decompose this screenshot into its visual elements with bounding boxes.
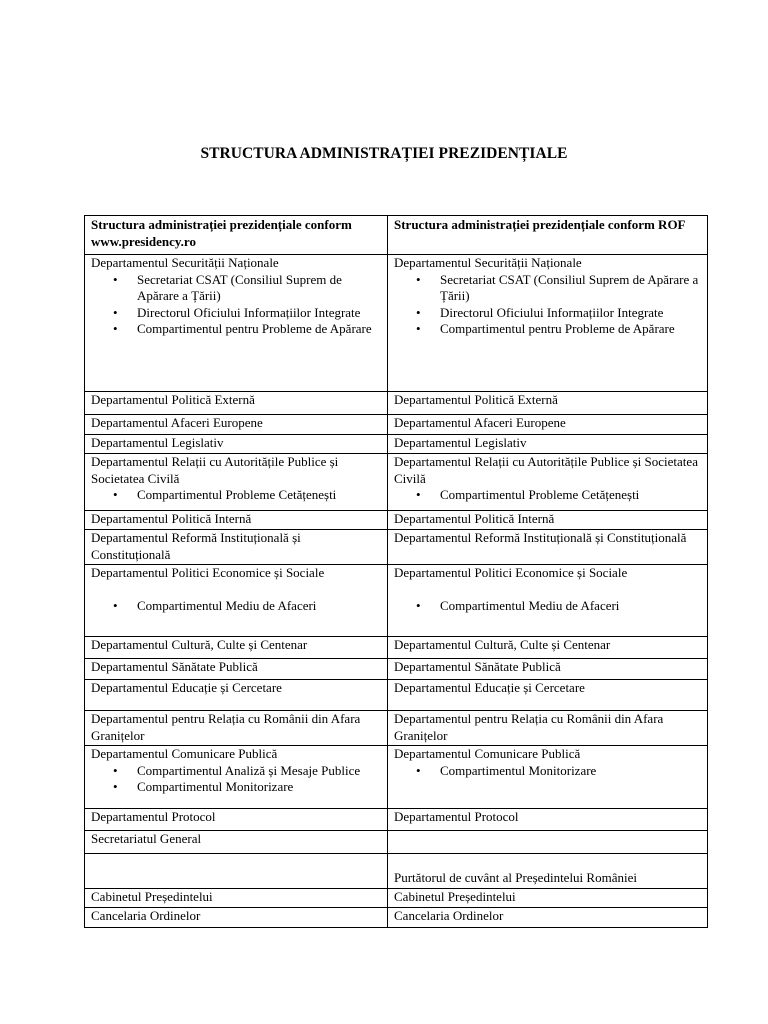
department-name: Departamentul Legislativ [91, 435, 224, 450]
department-name: Departamentul Relații cu Autoritățile Publice și Societatea Civilă [91, 454, 339, 486]
department-name: Departamentul Securității Naționale [91, 255, 279, 270]
cell-presidency [85, 711, 388, 746]
table-body [85, 255, 708, 928]
cell-rof [388, 809, 708, 831]
department-name: Departamentul Reformă Instituțională și Constituțională [91, 530, 301, 562]
table-row [85, 415, 708, 435]
cell-presidency [85, 511, 388, 530]
table-row [85, 392, 708, 415]
department-name: Departamentul Politică Externă [394, 392, 558, 407]
table-row [85, 854, 708, 889]
cell-rof [388, 711, 708, 746]
table-row [85, 659, 708, 680]
department-name: Departamentul Protocol [394, 809, 519, 824]
department-name: Departamentul Afaceri Europene [91, 415, 263, 430]
page-title: STRUCTURA ADMINISTRAȚIEI PREZIDENȚIALE [200, 145, 568, 162]
department-name: Departamentul Educație și Cercetare [91, 680, 282, 695]
department-name: Departamentul pentru Relația cu Românii din Afara Granițelor [91, 711, 361, 743]
cell-rof [388, 415, 708, 435]
cell-presidency [85, 831, 388, 854]
table-row [85, 711, 708, 746]
department-name: Departamentul Comunicare Publică [91, 746, 278, 761]
department-name: Cabinetul Președintelui [91, 889, 213, 904]
cell-rof [388, 435, 708, 454]
table-row [85, 889, 708, 908]
compartment-list [394, 763, 701, 780]
cell-rof [388, 746, 708, 809]
table-row [85, 831, 708, 854]
department-name: Departamentul Politică Internă [91, 511, 252, 526]
table-row [85, 511, 708, 530]
cell-presidency [85, 854, 388, 889]
department-name: Departamentul Reformă Instituțională și Constituțională [394, 530, 687, 545]
cell-rof [388, 530, 708, 565]
department-name: Departamentul Politică Externă [91, 392, 255, 407]
table-row [85, 454, 708, 511]
department-name: Departamentul Afaceri Europene [394, 415, 566, 430]
list-item: • Compartimentul Mediu de Afaceri [137, 598, 381, 615]
cell-presidency [85, 530, 388, 565]
list-item: • Compartimentul Monitorizare [137, 779, 381, 796]
department-name: Departamentul Politici Economice și Sociale [394, 565, 628, 580]
header-cell-presidency: Structura administrației prezidențiale conform www.presidency.ro [85, 216, 388, 255]
cell-presidency [85, 637, 388, 659]
cell-presidency [85, 454, 388, 511]
cell-presidency [85, 255, 388, 392]
cell-rof [388, 454, 708, 511]
department-name: Departamentul Cultură, Culte și Centenar [91, 637, 308, 652]
compartment-list [91, 763, 381, 796]
department-name: Departamentul Sănătate Publică [91, 659, 258, 674]
structure-table [84, 215, 708, 928]
cell-presidency [85, 435, 388, 454]
list-item: • Compartimentul pentru Probleme de Apărare [137, 321, 381, 338]
cell-presidency [85, 809, 388, 831]
compartment-list [91, 598, 381, 615]
department-name: Departamentul Legislativ [394, 435, 527, 450]
compartment-list [394, 272, 701, 338]
list-item: • Directorul Oficiului Informațiilor Integrate [440, 305, 701, 322]
cell-presidency [85, 908, 388, 928]
table-row [85, 908, 708, 928]
department-name: Purtătorul de cuvânt al Președintelui României [394, 870, 637, 885]
list-item: • Compartimentul Probleme Cetățenești [440, 487, 701, 504]
list-item: • Secretariat CSAT (Consiliul Suprem de Apărare a Țării) [440, 272, 701, 305]
table-row [85, 565, 708, 637]
table-row [85, 809, 708, 831]
header-cell-rof: Structura administrației prezidențiale conform ROF [388, 216, 708, 255]
cell-presidency [85, 565, 388, 637]
cell-rof [388, 908, 708, 928]
cell-rof [388, 680, 708, 711]
table-row [85, 746, 708, 809]
table-header-row [85, 216, 708, 255]
cell-rof [388, 659, 708, 680]
department-name: Departamentul Politici Economice și Sociale [91, 565, 325, 580]
list-item: • Compartimentul Monitorizare [440, 763, 701, 780]
compartment-list [394, 487, 701, 504]
department-name: Departamentul Comunicare Publică [394, 746, 581, 761]
department-name: Departamentul Politică Internă [394, 511, 555, 526]
cell-rof [388, 637, 708, 659]
department-name: Cancelaria Ordinelor [394, 908, 504, 923]
cell-rof [388, 854, 708, 889]
table-row [85, 680, 708, 711]
list-item: • Compartimentul Mediu de Afaceri [440, 598, 701, 615]
department-name: Departamentul pentru Relația cu Românii din Afara Granițelor [394, 711, 664, 743]
cell-rof [388, 889, 708, 908]
department-name: Departamentul Securității Naționale [394, 255, 582, 270]
cell-presidency [85, 680, 388, 711]
compartment-list [91, 487, 381, 504]
cell-rof [388, 511, 708, 530]
cell-presidency [85, 746, 388, 809]
table-row [85, 530, 708, 565]
cell-rof [388, 831, 708, 854]
table-row [85, 435, 708, 454]
department-name: Cancelaria Ordinelor [91, 908, 201, 923]
cell-rof [388, 392, 708, 415]
cell-presidency [85, 392, 388, 415]
department-name: Departamentul Educație și Cercetare [394, 680, 585, 695]
cell-presidency [85, 889, 388, 908]
list-item: • Compartimentul Probleme Cetățenești [137, 487, 381, 504]
list-item: • Compartimentul pentru Probleme de Apărare [440, 321, 701, 338]
department-name: Departamentul Protocol [91, 809, 216, 824]
cell-presidency [85, 415, 388, 435]
compartment-list [394, 598, 701, 615]
list-item: • Secretariat CSAT (Consiliul Suprem de Apărare a Țării) [137, 272, 381, 305]
department-name: Departamentul Cultură, Culte și Centenar [394, 637, 611, 652]
department-name: Departamentul Relații cu Autoritățile Publice și Societatea Civilă [394, 454, 698, 486]
list-item: • Compartimentul Analiză și Mesaje Publice [137, 763, 381, 780]
cell-rof [388, 255, 708, 392]
cell-rof [388, 565, 708, 637]
list-item: • Directorul Oficiului Informațiilor Integrate [137, 305, 381, 322]
department-name: Departamentul Sănătate Publică [394, 659, 561, 674]
compartment-list [91, 272, 381, 338]
table-row [85, 637, 708, 659]
table-row [85, 255, 708, 392]
cell-presidency [85, 659, 388, 680]
department-name: Secretariatul General [91, 831, 202, 846]
department-name: Cabinetul Președintelui [394, 889, 516, 904]
